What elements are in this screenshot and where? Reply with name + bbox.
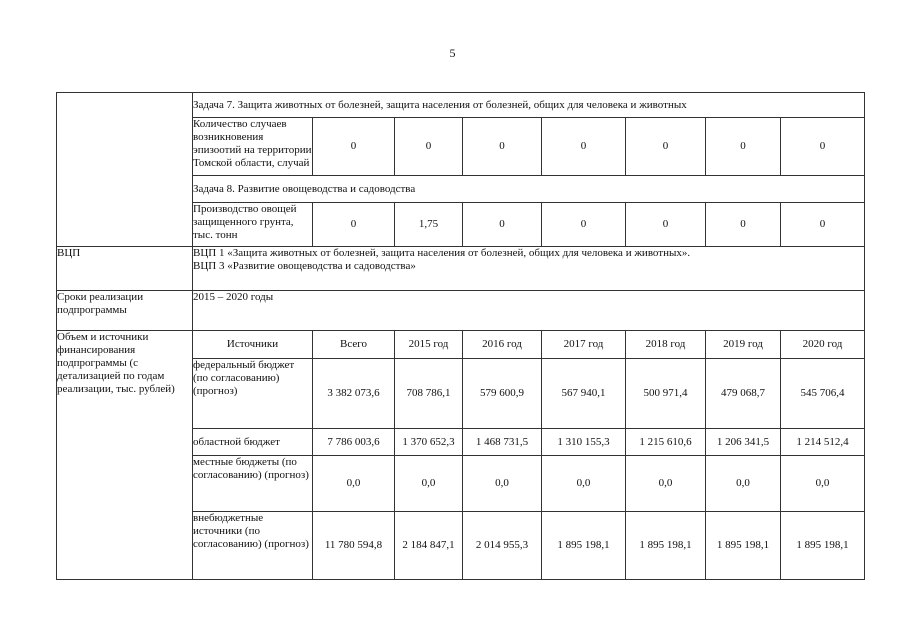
financing-source: областной бюджет — [193, 429, 313, 456]
financing-value: 7 786 003,6 — [313, 429, 395, 456]
financing-header: Источники — [193, 331, 313, 359]
task8-value: 0 — [781, 203, 865, 247]
task7-value: 0 — [395, 118, 463, 176]
financing-value: 1 214 512,4 — [781, 429, 865, 456]
financing-value: 0,0 — [313, 456, 395, 512]
financing-value: 1 895 198,1 — [626, 512, 706, 580]
financing-value: 0,0 — [626, 456, 706, 512]
financing-value: 0,0 — [542, 456, 626, 512]
vcp-line-1: ВЦП 1 «Защита животных от болезней, защита населения от болезней, общих для человека и животных». — [193, 247, 691, 259]
financing-header: 2019 год — [706, 331, 781, 359]
task7-value: 0 — [781, 118, 865, 176]
financing-value: 545 706,4 — [781, 359, 865, 429]
terms-value: 2015 – 2020 годы — [193, 291, 865, 331]
financing-value: 0,0 — [781, 456, 865, 512]
task8-value: 0 — [463, 203, 542, 247]
financing-value: 567 940,1 — [542, 359, 626, 429]
financing-value: 11 780 594,8 — [313, 512, 395, 580]
financing-value: 579 600,9 — [463, 359, 542, 429]
financing-value: 3 382 073,6 — [313, 359, 395, 429]
indicators-label-cell — [57, 93, 193, 247]
vcp-row — [57, 247, 865, 291]
financing-source: внебюджетные источники (по согласованию) (прогноз) — [193, 512, 313, 580]
financing-source: местные бюджеты (по согласованию) (прогноз) — [193, 456, 313, 512]
financing-value: 708 786,1 — [395, 359, 463, 429]
financing-header: Всего — [313, 331, 395, 359]
vcp-cell — [193, 247, 865, 291]
vcp-line-2: ВЦП 3 «Развитие овощеводства и садоводства» — [193, 260, 416, 272]
page-number: 5 — [449, 46, 456, 60]
financing-value: 2 014 955,3 — [463, 512, 542, 580]
financing-value: 0,0 — [463, 456, 542, 512]
task7-value: 0 — [542, 118, 626, 176]
task8-indicator-name: Производство овощей защищенного грунта, тыс. тонн — [193, 203, 313, 247]
task7-title-row — [57, 93, 865, 118]
task8-value: 0 — [542, 203, 626, 247]
financing-value: 1 895 198,1 — [781, 512, 865, 580]
financing-value: 1 206 341,5 — [706, 429, 781, 456]
task8-value: 0 — [313, 203, 395, 247]
financing-value: 1 215 610,6 — [626, 429, 706, 456]
financing-value: 1 370 652,3 — [395, 429, 463, 456]
financing-value: 1 895 198,1 — [706, 512, 781, 580]
terms-label: Сроки реализации подпрограммы — [57, 291, 193, 331]
financing-header: 2015 год — [395, 331, 463, 359]
financing-value: 479 068,7 — [706, 359, 781, 429]
financing-header: 2016 год — [463, 331, 542, 359]
financing-header: 2020 год — [781, 331, 865, 359]
financing-value: 0,0 — [395, 456, 463, 512]
task7-title: Задача 7. Защита животных от болезней, защита населения от болезней, общих для человека и животных — [193, 93, 865, 118]
financing-value: 1 895 198,1 — [542, 512, 626, 580]
financing-value: 1 310 155,3 — [542, 429, 626, 456]
task8-value: 0 — [626, 203, 706, 247]
task8-value: 0 — [706, 203, 781, 247]
task7-value: 0 — [463, 118, 542, 176]
task8-value: 1,75 — [395, 203, 463, 247]
task7-value: 0 — [706, 118, 781, 176]
financing-label: Объем и источники финансирования подпрограммы (с детализацией по годам реализации, тыс. рублей) — [57, 331, 193, 580]
financing-header-row — [57, 331, 865, 359]
financing-source: федеральный бюджет (по согласованию) (прогноз) — [193, 359, 313, 429]
financing-header: 2018 год — [626, 331, 706, 359]
terms-row — [57, 291, 865, 331]
financing-header: 2017 год — [542, 331, 626, 359]
financing-value: 500 971,4 — [626, 359, 706, 429]
task7-value: 0 — [626, 118, 706, 176]
financing-value: 1 468 731,5 — [463, 429, 542, 456]
task7-indicator-name: Количество случаев возникновения эпизоотий на территории Томской области, случай — [193, 118, 313, 176]
task7-value: 0 — [313, 118, 395, 176]
vcp-label: ВЦП — [57, 247, 193, 291]
financing-value: 0,0 — [706, 456, 781, 512]
task8-title: Задача 8. Развитие овощеводства и садоводства — [193, 176, 865, 203]
subprogram-passport-table — [56, 92, 865, 580]
financing-value: 2 184 847,1 — [395, 512, 463, 580]
